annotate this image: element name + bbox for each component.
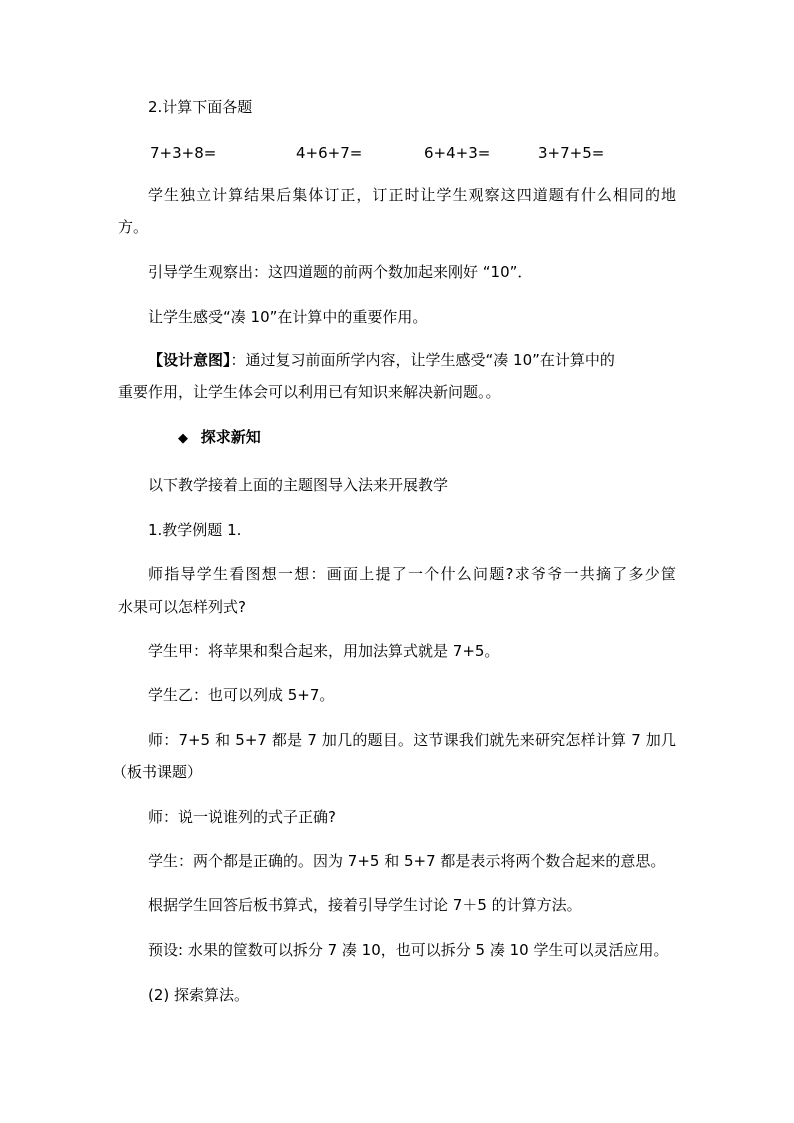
- paragraph: 学生：两个都是正确的。因为 7+5 和 5+7 都是表示将两个数合起来的意思。: [148, 852, 666, 870]
- heading-text: 探求新知: [200, 428, 261, 446]
- paragraph-line: 师指导学生看图想一想：画面上提了一个什么问题?求爷爷一共摘了多少筐: [148, 565, 676, 583]
- equation-1: 7+3+8=: [150, 144, 217, 162]
- paragraph: 根据学生回答后板书算式，接着引导学生讨论 7＋5 的计算方法。: [148, 896, 582, 914]
- paragraph-line: 师：7+5 和 5+7 都是 7 加几的题目。这节课我们就先来研究怎样计算 7 加几: [148, 731, 676, 749]
- paragraph: 1.教学例题 1.: [148, 521, 242, 539]
- paragraph: 学生乙：也可以列成 5+7。: [148, 686, 335, 704]
- paragraph-line: 方。: [118, 218, 149, 236]
- paragraph: 预设: 水果的筐数可以拆分 7 凑 10，也可以拆分 5 凑 10 学生可以灵活应用。: [148, 941, 669, 959]
- design-intent-text: ：通过复习前面所学内容，让学生感受“凑 10”在计算中的: [230, 351, 615, 369]
- diamond-icon: ◆: [178, 431, 188, 446]
- paragraph-line: 重要作用，让学生体会可以利用已有知识来解决新问题。。: [118, 383, 501, 401]
- section-heading: [178, 426, 261, 450]
- equation-4: 3+7+5=: [538, 144, 605, 162]
- equation-3: 6+4+3=: [424, 144, 491, 162]
- paragraph: 引导学生观察出：这四道题的前两个数加起来刚好 “10”．: [148, 263, 533, 281]
- paragraph: 以下教学接着上面的主题图导入法来开展教学: [148, 476, 449, 494]
- paragraph-line: （板书课题）: [112, 763, 203, 781]
- equation-2: 4+6+7=: [296, 144, 363, 162]
- design-intent-line: [148, 349, 615, 371]
- section-title: 2.计算下面各题: [148, 98, 253, 116]
- paragraph: (2) 探索算法。: [148, 986, 250, 1004]
- paragraph-line: 学生独立计算结果后集体订正，订正时让学生观察这四道题有什么相同的地: [148, 186, 676, 204]
- paragraph: 让学生感受“凑 10”在计算中的重要作用。: [148, 308, 428, 326]
- paragraph: 学生甲：将苹果和梨合起来，用加法算式就是 7+5。: [148, 642, 500, 660]
- design-intent-label: 【设计意图】: [148, 351, 231, 369]
- paragraph-line: 水果可以怎样列式?: [118, 598, 246, 616]
- paragraph: 师：说一说谁列的式子正确?: [148, 808, 336, 826]
